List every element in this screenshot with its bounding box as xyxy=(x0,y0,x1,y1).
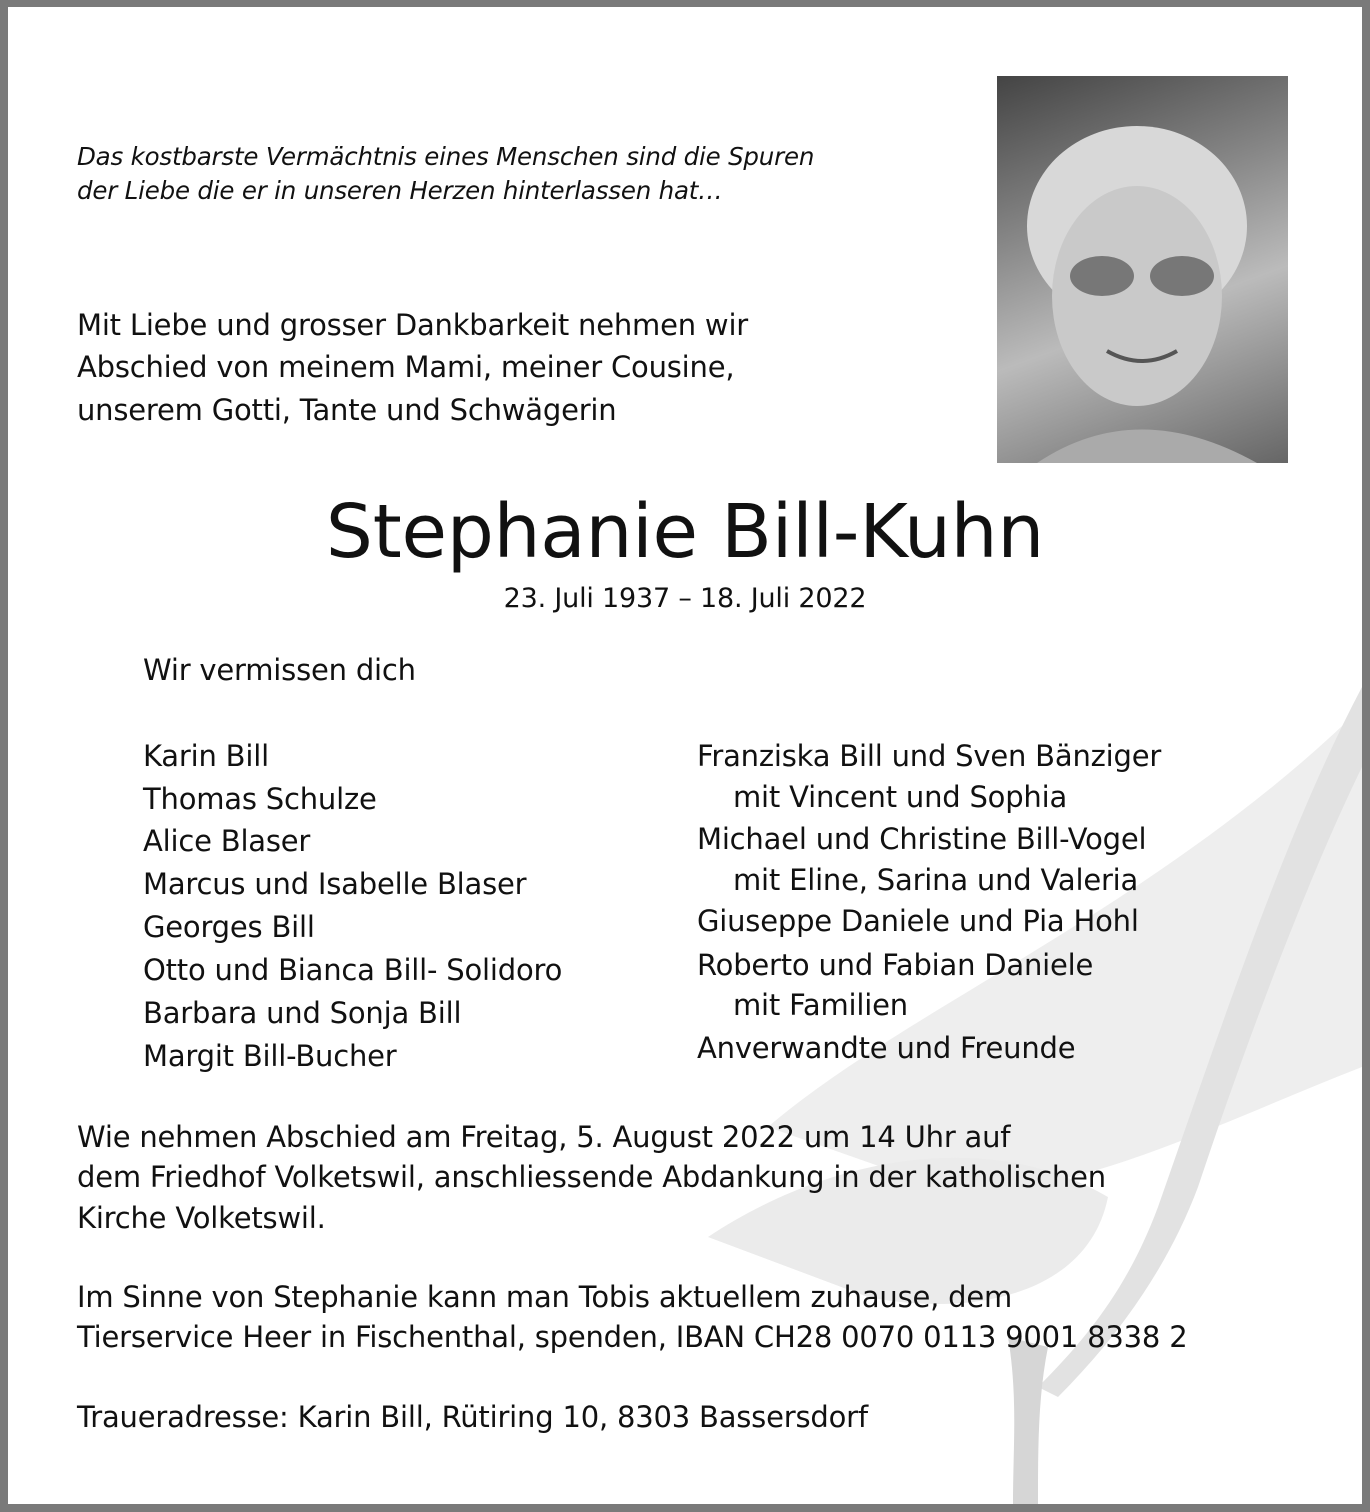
mourner-name: Michael und Christine Bill-Vogel xyxy=(697,822,1147,856)
mourner-name: Thomas Schulze xyxy=(143,782,377,816)
mourner-name: Barbara und Sonja Bill xyxy=(143,996,462,1030)
mourner-name: Otto und Bianca Bill- Solidoro xyxy=(143,953,563,987)
ceremony-line: dem Friedhof Volketswil, anschliessende Abdankung in der katholischen xyxy=(77,1160,1106,1194)
ceremony-line: Kirche Volketswil. xyxy=(77,1201,326,1235)
donation-line: Tierservice Heer in Fischenthal, spenden, IBAN CH28 0070 0113 9001 8338 2 xyxy=(77,1320,1188,1354)
quote-line: Das kostbarste Vermächtnis eines Menschen sind die Spuren xyxy=(77,142,815,171)
deceased-name: Stephanie Bill-Kuhn xyxy=(325,489,1045,575)
donation-line: Im Sinne von Stephanie kann man Tobis aktuellem zuhause, dem xyxy=(77,1280,1013,1314)
mourner-name: mit Eline, Sarina und Valeria xyxy=(733,863,1139,897)
mourner-name: Alice Blaser xyxy=(143,824,311,858)
mourner-name: Margit Bill-Bucher xyxy=(143,1039,397,1073)
mourner-name: Georges Bill xyxy=(143,910,315,944)
obituary-notice xyxy=(8,7,1362,1504)
mourner-name: Giuseppe Daniele und Pia Hohl xyxy=(697,904,1139,938)
life-dates: 23. Juli 1937 – 18. Juli 2022 xyxy=(503,583,867,614)
mourner-name: Marcus und Isabelle Blaser xyxy=(143,867,527,901)
intro-line: Mit Liebe und grosser Dankbarkeit nehmen wir xyxy=(77,308,749,342)
intro-line: Abschied von meinem Mami, meiner Cousine, xyxy=(77,350,735,384)
ceremony-line: Wie nehmen Abschied am Freitag, 5. August 2022 um 14 Uhr auf xyxy=(77,1120,1011,1154)
mourning-address: Traueradresse: Karin Bill, Rütiring 10, 8303 Bassersdorf xyxy=(77,1400,868,1434)
mourner-name: mit Vincent und Sophia xyxy=(733,780,1068,814)
mourner-name: Franziska Bill und Sven Bänziger xyxy=(697,739,1162,773)
mourner-name: Karin Bill xyxy=(143,739,269,773)
intro-line: unserem Gotti, Tante und Schwägerin xyxy=(77,393,617,427)
mourner-name: Roberto und Fabian Daniele xyxy=(697,948,1094,982)
quote-line: der Liebe die er in unseren Herzen hinterlassen hat… xyxy=(77,176,723,205)
portrait-photo xyxy=(997,76,1288,463)
mourner-name: mit Familien xyxy=(733,988,908,1022)
mourner-name: Anverwandte und Freunde xyxy=(697,1031,1076,1065)
miss-line: Wir vermissen dich xyxy=(143,653,416,687)
